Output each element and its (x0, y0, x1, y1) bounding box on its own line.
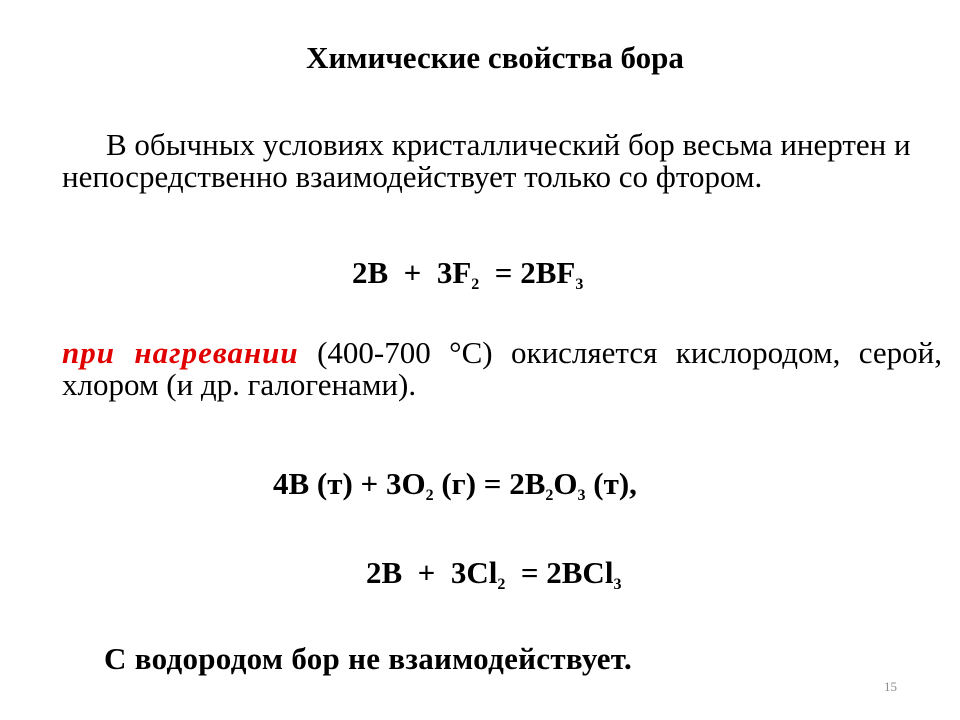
equation-boron-chlorine (366, 555, 621, 591)
paragraph-inertness: В обычных условиях кристаллический бор весьма инертен и непосредственно взаимодействует только со фтором. (62, 127, 911, 194)
equation-term: O (553, 466, 578, 501)
equation-subscript: 2 (545, 487, 554, 504)
slide-title: Химические свойства бора (306, 40, 684, 75)
equation-subscript: 3 (613, 576, 622, 593)
equation-subscript: 2 (471, 276, 480, 293)
equation-boron-fluorine (352, 255, 583, 291)
conclusion-text: С водородом бор не взаимодействует. (104, 641, 633, 676)
equation-term: (г) = 2B (433, 466, 546, 501)
equation-subscript: 2 (425, 487, 434, 504)
heating-text: (400-700 °C) окисляется кислородом, серой, хлором (и др. галогенами). (62, 335, 942, 402)
equation-subscript: 2 (497, 576, 506, 593)
equation-subscript: 3 (575, 276, 584, 293)
equation-term: 4B (т) + 3O (273, 466, 426, 501)
equation-term: (т), (585, 466, 637, 501)
equation-term: 2B + 3Cl (366, 555, 498, 590)
equation-term: 2B + 3F (352, 255, 472, 290)
equation-subscript: 3 (577, 487, 586, 504)
equation-term: = 2BF (479, 255, 576, 290)
heating-highlight: при нагревании (62, 335, 299, 370)
paragraph-heating (62, 337, 942, 401)
equation-boron-oxygen (273, 466, 637, 502)
page-number: 15 (884, 679, 897, 694)
equation-term: = 2BCl (505, 555, 614, 590)
